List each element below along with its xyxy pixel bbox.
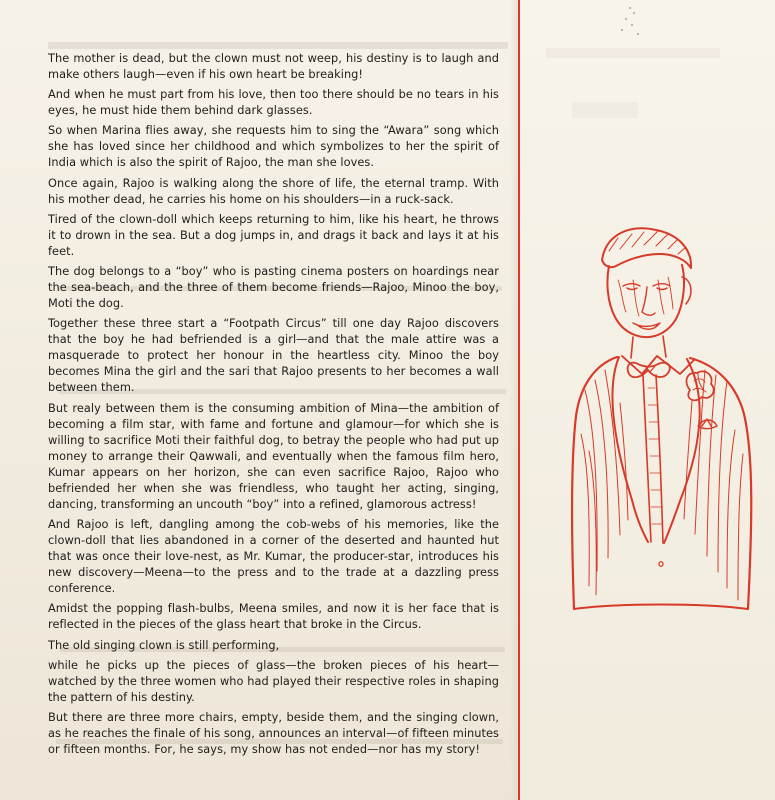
story-paragraph-2: And when he must part from his love, then too there should be no tears in his eyes, he must hide them behind dark glasses. (48, 87, 499, 118)
story-text-column (48, 50, 499, 761)
story-paragraph-10: Amidst the popping flash-bulbs, Meena smiles, and now it is her face that is reflected in the pieces of the glass heart that broke in the Circus. (48, 601, 499, 632)
jacket-left (572, 357, 617, 609)
collar (622, 356, 694, 374)
show-through-line (572, 102, 638, 118)
story-paragraph-7: Together these three start a “Footpath Circus” till one day Rajoo discovers that the boy he had befriended is a girl—and that the male attire was a masquerade to protect her honour in the heartless city. Minoo the boy becomes Mina the girl and the sari that Rajoo presents to her becomes a wall between them. (48, 316, 499, 395)
shirt-shading (648, 388, 662, 524)
story-paragraph-4: Once again, Rajoo is walking along the shore of life, the eternal tramp. With his mother dead, he carries his home on his shoulders—in a ruck-sack. (48, 175, 499, 206)
paper-speckle (629, 7, 631, 9)
story-paragraph-11: The old singing clown is still performing, (48, 637, 280, 652)
story-paragraph-12: while he picks up the pieces of glass—the broken pieces of his heart—watched by the three women who had played their respective roles in shaping the pattern of his destiny. (48, 657, 499, 704)
jacket-hem (574, 605, 748, 610)
story-paragraph-13: But there are three more chairs, empty, beside them, and the singing clown, as he reaches the finale of his song, announces an interval—of fifteen minutes or fifteen months. For, he says, my show has not ended—nor has my story! (48, 709, 499, 756)
story-paragraph-9: And Rajoo is left, dangling among the cob-webs of his memories, like the clown-doll that lies abandoned in a corner of the deserted and haunted hut that was once their love-nest, as Mr. Kumar, the producer-star, introduces his new discovery—Meena—to the press and to the trade at a dazzling press conference. (48, 517, 499, 596)
paper-speckle (621, 29, 623, 31)
show-through-line (546, 48, 720, 58)
neck (631, 336, 666, 358)
show-through-line (48, 42, 508, 49)
button (659, 562, 663, 567)
mouth (633, 323, 660, 329)
story-paragraph-8: But realy between them is the consuming ambition of Mina—the ambition of becoming a film star, with fame and fortune and glamour—for which she is willing to sacrifice Moti their faithful dog, to betray the people who had put up money to arrange their Qawwali, and eventually when the famous film hero, Kumar appears on her horizon, she can even sacrifice Rajoo, Rajoo who befriended her when she was friendless, who taught her acting, singing, dancing, transforming an uncouth “boy” into a refined, glamorous actress! (48, 400, 499, 511)
paper-speckle (633, 12, 635, 14)
nose (642, 287, 655, 315)
paper-speckle (637, 33, 639, 35)
boutonniere (686, 371, 713, 400)
hair-shading (609, 231, 686, 254)
jacket-shading-left (581, 370, 628, 595)
paper-speckle (631, 24, 633, 26)
story-paragraph-5: Tired of the clown-doll which keeps returning to him, like his heart, he throws it to drown in the sea. But a dog jumps in, and drags it back and lays it at his feet. (48, 211, 499, 258)
right-lapel (664, 359, 700, 543)
shirt-front (643, 375, 663, 543)
hair-outline (602, 228, 691, 268)
story-paragraph-1: The mother is dead, but the clown must not weep, his destiny is to laugh and make others laugh—even if his own heart be breaking! (48, 51, 499, 82)
paper-speckle (625, 18, 627, 20)
story-paragraph-3: So when Marina flies away, she requests him to sing the “Awara” song which she has loved since her childhood and which symbolizes to her the spirit of India which is also the spirit of Rajoo, the man she loves. (48, 123, 499, 170)
jacket-shading-right (684, 370, 743, 600)
portrait-illustration-icon (560, 220, 760, 615)
story-paragraph-6: The dog belongs to a “boy” who is pasting cinema posters on hoardings near the sea-beach, and the three of them become friends—Rajoo, Minoo the boy, Moti the dog. (48, 264, 499, 311)
